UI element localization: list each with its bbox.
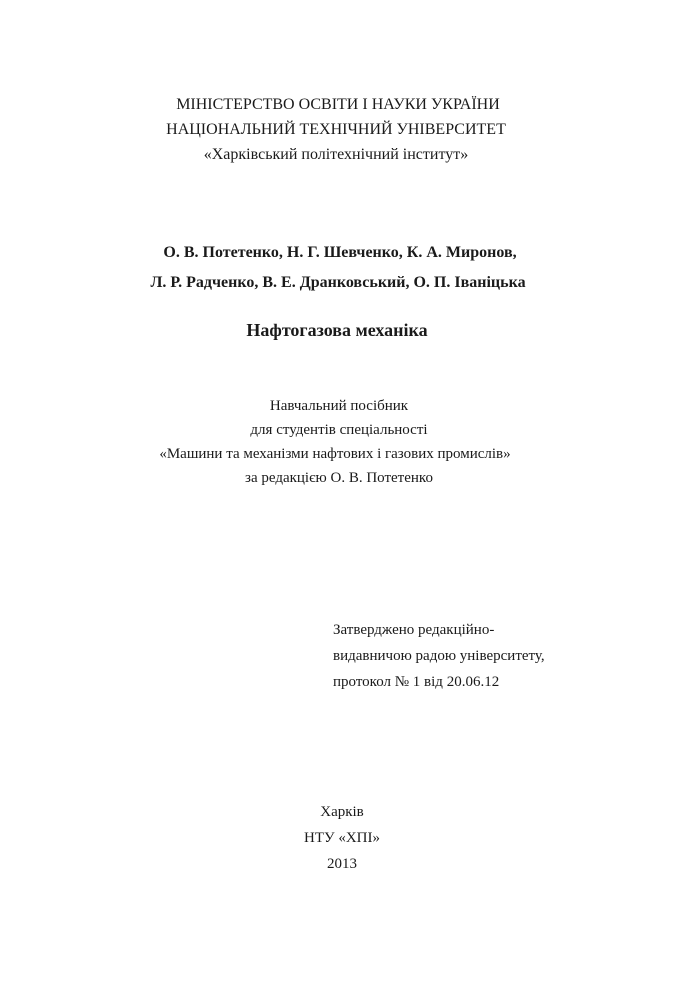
university-name: НАЦІОНАЛЬНИЙ ТЕХНІЧНИЙ УНІВЕРСИТЕТ <box>166 121 506 138</box>
book-description <box>0 394 700 490</box>
description-line-4: за редакцією О. В. Потетенко <box>245 470 433 486</box>
approval-line-3: протокол № 1 від 20.06.12 <box>333 674 500 690</box>
book-title: Нафтогазова механіка <box>246 320 428 340</box>
imprint-year: 2013 <box>327 856 357 872</box>
imprint <box>0 799 700 877</box>
imprint-publisher: НТУ «ХПІ» <box>303 830 381 846</box>
ministry-name: МІНІСТЕРСТВО ОСВІТИ І НАУКИ УКРАЇНИ <box>176 96 500 113</box>
approval-line-1: Затверджено редакційно- <box>333 622 495 638</box>
institution-header <box>0 92 700 167</box>
authors-line-1: О. В. Потетенко, Н. Г. Шевченко, К. А. Миронов, <box>163 244 517 261</box>
authors-line-2: Л. Р. Радченко, В. Е. Дранковський, О. П. Іваніцька <box>150 274 526 291</box>
institute-name: «Харківський політехнічний інститут» <box>203 146 469 163</box>
authors-list <box>0 238 700 298</box>
imprint-city: Харків <box>320 804 364 820</box>
description-line-3: «Машини та механізми нафтових і газових промислів» <box>159 446 511 462</box>
approval-line-2: видавничою радою університету, <box>333 648 545 664</box>
description-line-1: Навчальний посібник <box>269 398 409 414</box>
description-line-2: для студентів спеціальності <box>250 422 428 438</box>
approval-note <box>333 617 545 695</box>
